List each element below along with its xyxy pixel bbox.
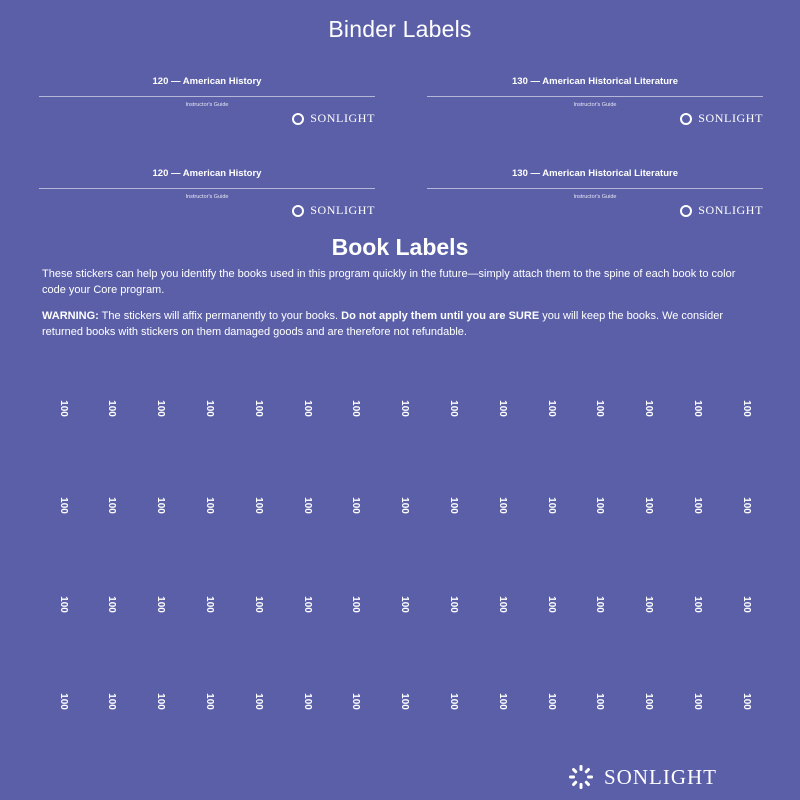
binder-label-subtitle: Instructor's Guide [185,102,229,108]
book-sticker [689,589,705,619]
book-sticker-label: 100 [691,595,703,613]
book-sticker [104,393,120,423]
book-sticker-label: 100 [106,399,118,417]
sonlight-ring-icon [292,113,304,125]
book-labels-intro: These stickers can help you identify the books used in this program quickly in the future—simply attach them to the spine of each book to color code your Core program. [42,268,736,296]
book-sticker-label: 100 [301,595,313,613]
sonlight-ring-icon [680,113,692,125]
book-sticker [201,686,217,716]
book-sticker-label: 100 [594,496,606,514]
sonlight-logo [680,111,763,126]
warning-text: you will keep the books. We consider returned books with stickers on them damaged goods and are therefore not refundable. [42,310,724,338]
sonlight-wordmark: SONLIGHT [310,111,375,125]
book-sticker-label: 100 [643,595,655,613]
binder-label-title: 130 — American Historical Literature [512,76,678,87]
book-sticker-label: 100 [399,692,411,710]
book-sticker-label: 100 [399,399,411,417]
book-sticker [689,490,705,520]
book-sticker [494,490,510,520]
book-sticker [397,686,413,716]
book-sticker-label: 100 [594,595,606,613]
book-sticker [445,686,461,716]
book-sticker [397,490,413,520]
book-sticker [738,393,754,423]
book-sticker-label: 100 [252,399,264,417]
footer-sonlight-logo [568,764,717,790]
book-sticker-label: 100 [155,692,167,710]
book-sticker [738,686,754,716]
book-sticker [55,393,71,423]
book-sticker-label: 100 [691,399,703,417]
binder-label-divider [39,188,375,189]
binder-label-title: 120 — American History [152,76,262,87]
book-sticker [543,589,559,619]
book-sticker [153,589,169,619]
book-sticker-label: 100 [350,692,362,710]
book-sticker-label: 100 [350,595,362,613]
book-sticker [55,490,71,520]
binder-label-divider [427,96,763,97]
book-sticker-label: 100 [691,496,703,514]
book-sticker-label: 100 [301,399,313,417]
binder-label-subtitle: Instructor's Guide [573,102,617,108]
footer-wordmark: SONLIGHT [604,764,717,789]
book-sticker-label: 100 [691,692,703,710]
book-sticker-label: 100 [399,595,411,613]
book-sticker [543,686,559,716]
book-sticker [299,686,315,716]
book-sticker [153,686,169,716]
book-sticker [445,490,461,520]
book-sticker-label: 100 [301,496,313,514]
book-sticker [104,686,120,716]
book-sticker-label: 100 [447,692,459,710]
book-sticker-label: 100 [643,496,655,514]
book-sticker-label: 100 [545,595,557,613]
book-sticker-label: 100 [155,496,167,514]
book-sticker-label: 100 [740,595,752,613]
binder-label-title: 120 — American History [152,168,262,179]
book-sticker [299,589,315,619]
book-sticker-label: 100 [496,595,508,613]
book-sticker-label: 100 [155,595,167,613]
book-sticker [445,589,461,619]
book-sticker [55,686,71,716]
book-sticker [104,490,120,520]
book-sticker [153,393,169,423]
sonlight-wordmark: SONLIGHT [698,203,763,217]
book-sticker [494,393,510,423]
book-sticker [592,393,608,423]
book-sticker-label: 100 [496,692,508,710]
book-sticker-label: 100 [740,496,752,514]
sonlight-logo [292,111,375,126]
book-sticker [201,589,217,619]
book-sticker [543,490,559,520]
book-sticker-label: 100 [594,692,606,710]
book-sticker [641,393,657,423]
binder-label [427,76,763,138]
sonlight-ring-icon [292,205,304,217]
book-sticker [494,589,510,619]
binder-label-title: 130 — American Historical Literature [512,168,678,179]
book-labels-title: Book Labels [331,234,469,260]
book-sticker [250,589,266,619]
book-sticker-label: 100 [57,692,69,710]
sonlight-wordmark: SONLIGHT [698,111,763,125]
book-sticker [299,490,315,520]
book-sticker-label: 100 [106,595,118,613]
book-sticker-label: 100 [106,692,118,710]
book-sticker [494,686,510,716]
binder-labels-title: Binder Labels [328,16,472,42]
book-sticker-label: 100 [545,496,557,514]
book-sticker [641,686,657,716]
book-labels-warning [42,309,762,340]
book-sticker [299,393,315,423]
warning-emphasis: Do not apply them until you are SURE [341,310,540,322]
book-sticker [348,589,364,619]
book-sticker [250,490,266,520]
book-sticker-label: 100 [252,595,264,613]
book-sticker [55,589,71,619]
binder-label-subtitle: Instructor's Guide [573,194,617,200]
book-sticker-label: 100 [643,399,655,417]
book-sticker [250,686,266,716]
book-sticker [201,490,217,520]
book-sticker-label: 100 [447,399,459,417]
book-sticker-label: 100 [594,399,606,417]
sonlight-logo [680,203,763,218]
book-sticker-label: 100 [447,496,459,514]
book-sticker [348,686,364,716]
book-sticker [543,393,559,423]
book-sticker-label: 100 [496,496,508,514]
sonlight-sun-icon [568,764,594,790]
book-sticker [250,393,266,423]
book-sticker-label: 100 [399,496,411,514]
book-sticker [592,589,608,619]
book-sticker [348,490,364,520]
book-sticker-label: 100 [57,496,69,514]
book-sticker-label: 100 [252,692,264,710]
book-sticker-label: 100 [57,399,69,417]
book-sticker-label: 100 [545,399,557,417]
binder-label-subtitle: Instructor's Guide [185,194,229,200]
book-sticker [689,686,705,716]
binder-label-divider [427,188,763,189]
book-sticker [153,490,169,520]
book-sticker-label: 100 [203,692,215,710]
book-sticker-label: 100 [301,692,313,710]
book-sticker-label: 100 [203,595,215,613]
book-sticker [104,589,120,619]
book-sticker [397,589,413,619]
binder-label [427,168,763,230]
book-sticker-label: 100 [155,399,167,417]
book-sticker [348,393,364,423]
book-sticker-label: 100 [106,496,118,514]
book-sticker [592,490,608,520]
book-sticker [738,490,754,520]
book-sticker [201,393,217,423]
sonlight-logo [292,203,375,218]
warning-text: The stickers will affix permanently to your books. [98,310,342,322]
sonlight-wordmark: SONLIGHT [310,203,375,217]
book-sticker [397,393,413,423]
book-sticker-label: 100 [740,399,752,417]
book-sticker-label: 100 [252,496,264,514]
book-sticker [592,686,608,716]
book-sticker-label: 100 [57,595,69,613]
book-sticker [641,589,657,619]
book-sticker-label: 100 [350,496,362,514]
book-sticker-label: 100 [545,692,557,710]
book-sticker [445,393,461,423]
binder-label-divider [39,96,375,97]
book-sticker-label: 100 [350,399,362,417]
book-sticker-label: 100 [203,496,215,514]
book-sticker [738,589,754,619]
book-sticker-label: 100 [203,399,215,417]
book-sticker-label: 100 [643,692,655,710]
book-sticker [641,490,657,520]
warning-lead: WARNING: [42,310,99,322]
binder-label [39,76,375,138]
book-sticker-label: 100 [447,595,459,613]
book-sticker-label: 100 [740,692,752,710]
book-sticker [689,393,705,423]
sonlight-ring-icon [680,205,692,217]
book-sticker-label: 100 [496,399,508,417]
binder-label [39,168,375,230]
